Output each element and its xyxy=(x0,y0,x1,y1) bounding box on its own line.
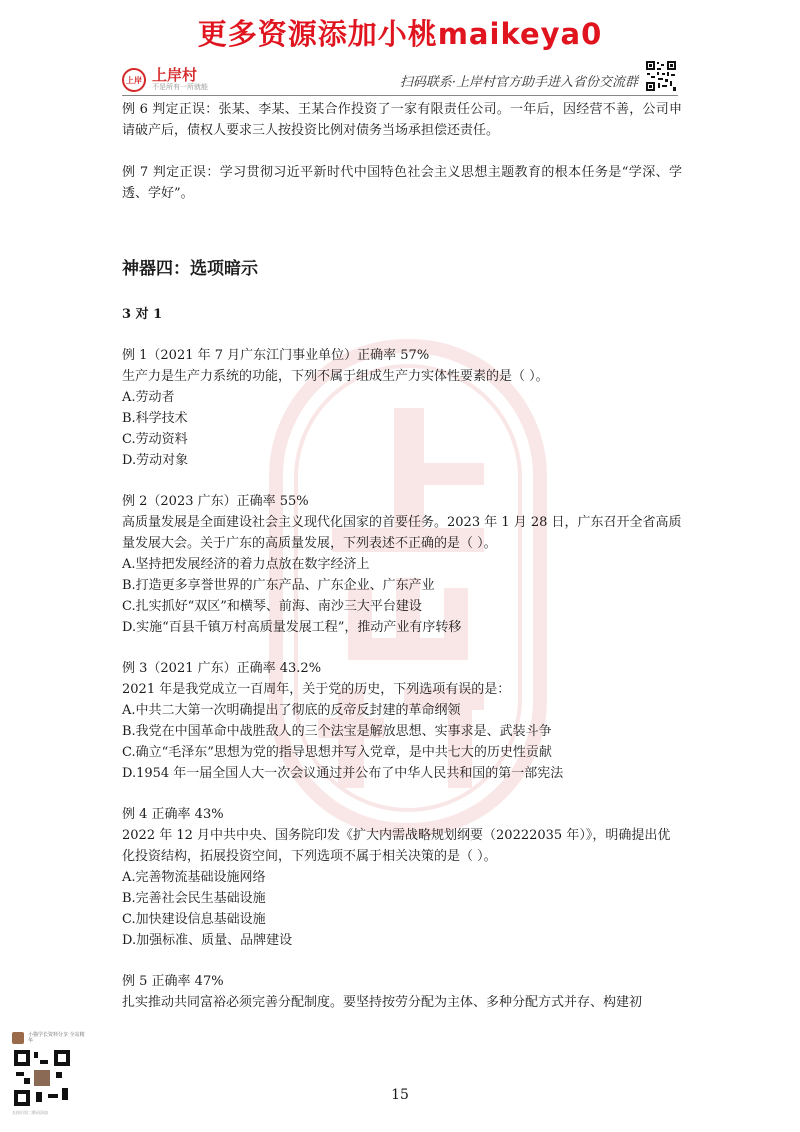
option-a: A.中共二大第一次明确提出了彻底的反帝反封建的革命纲领 xyxy=(122,703,461,718)
question-head: 例 4 正确率 43% xyxy=(122,807,224,822)
option-b: B.科学技术 xyxy=(122,411,188,426)
option-c: C.加快建设信息基础设施 xyxy=(122,912,266,927)
option-d: D.劳动对象 xyxy=(122,453,189,468)
question-stem: 生产力是生产力系统的功能，下列不属于组成生产力实体性要素的是（ ）。 xyxy=(122,369,549,384)
question-head: 例 3（2021 广东）正确率 43.2% xyxy=(122,661,322,676)
page-number: 15 xyxy=(391,1087,409,1103)
qr-code-icon[interactable] xyxy=(645,60,677,92)
example-7-text: 例 7 判定正误：学习贯彻习近平新时代中国特色社会主义思想主题教育的根本任务是“学深、学透、学好”。 xyxy=(122,165,682,201)
question-stem: 高质量发展是全面建设社会主义现代化国家的首要任务。2023 年 1 月 28 日，广东召开全省高质量发展大会。关于广东的高质量发展，下列表述不正确的是（ ）。 xyxy=(122,515,682,551)
question-stem: 扎实推动共同富裕必须完善分配制度。要坚持按劳分配为主体、多种分配方式并存、构建初 xyxy=(122,995,643,1010)
header-divider xyxy=(122,95,678,96)
brand-logo xyxy=(122,68,208,92)
question-stem: 2021 年是我党成立一百周年，关于党的历史，下列选项有误的是： xyxy=(122,682,511,697)
question-4 xyxy=(122,804,682,951)
option-c: C.劳动资料 xyxy=(122,432,188,447)
option-d: D.1954 年一届全国人大一次会议通过并公布了中华人民共和国的第一部宪法 xyxy=(122,766,564,781)
option-a: A.完善物流基础设施网络 xyxy=(122,870,266,885)
option-a: A.劳动者 xyxy=(122,390,175,405)
question-5 xyxy=(122,971,682,1013)
avatar xyxy=(12,1032,24,1044)
option-d: D.实施“百县千镇万村高质量发展工程”，推动产业有序转移 xyxy=(122,620,462,635)
brand-slogan: 不是所有一所就能 xyxy=(152,83,208,92)
option-a: A.坚持把发展经济的着力点放在数字经济上 xyxy=(122,557,370,572)
page-content xyxy=(122,99,682,1013)
example-6-text: 例 6 判定正误：张某、李某、王某合作投资了一家有限责任公司。一年后，因经营不善，公司申请破产后，债权人要求三人按投资比例对债务当场承担偿还责任。 xyxy=(122,102,682,138)
question-1 xyxy=(122,345,682,471)
sub-title: 3 对 1 xyxy=(122,307,163,322)
question-head: 例 5 正确率 47% xyxy=(122,974,224,989)
question-stem: 2022 年 12 月中共中央、国务院印发《扩大内需战略规划纲要（20222035 年）》，明确提出优化投资结构，拓展投资空间，下列选项不属于相关决策的是（ ）。 xyxy=(122,828,671,864)
header-note: 扫码联系·上岸村官方助手进入省份交流群 xyxy=(399,75,638,90)
side-footer: 长按识别二维码添加 xyxy=(12,1110,48,1115)
section-title: 神器四：选项暗示 xyxy=(122,259,258,279)
option-b: B.打造更多享誉世界的广东产品、广东企业、广东产业 xyxy=(122,578,435,593)
question-2 xyxy=(122,491,682,638)
option-c: C.确立“毛泽东”思想为党的指导思想并写入党章，是中共七大的历史性贡献 xyxy=(122,745,552,760)
question-head: 例 2（2023 广东）正确率 55% xyxy=(122,494,309,509)
brand-name: 上岸村 xyxy=(152,66,198,85)
option-b: B.完善社会民生基础设施 xyxy=(122,891,266,906)
option-b: B.我党在中国革命中战胜敌人的三个法宝是解放思想、实事求是、武装斗争 xyxy=(122,724,552,739)
side-caption: 小猫学长资料分享 全站精华 xyxy=(28,1032,85,1044)
promo-banner: 更多资源添加小桃maikeya0 xyxy=(197,17,603,51)
brand-seal-icon: 上岸 xyxy=(122,68,146,92)
option-d: D.加强标准、质量、品牌建设 xyxy=(122,933,293,948)
question-head: 例 1（2021 年 7 月广东江门事业单位）正确率 57% xyxy=(122,348,430,363)
question-3 xyxy=(122,658,682,784)
side-qr-code-icon[interactable] xyxy=(12,1048,72,1108)
option-c: C.扎实抓好“双区”和横琴、前海、南沙三大平台建设 xyxy=(122,599,422,614)
